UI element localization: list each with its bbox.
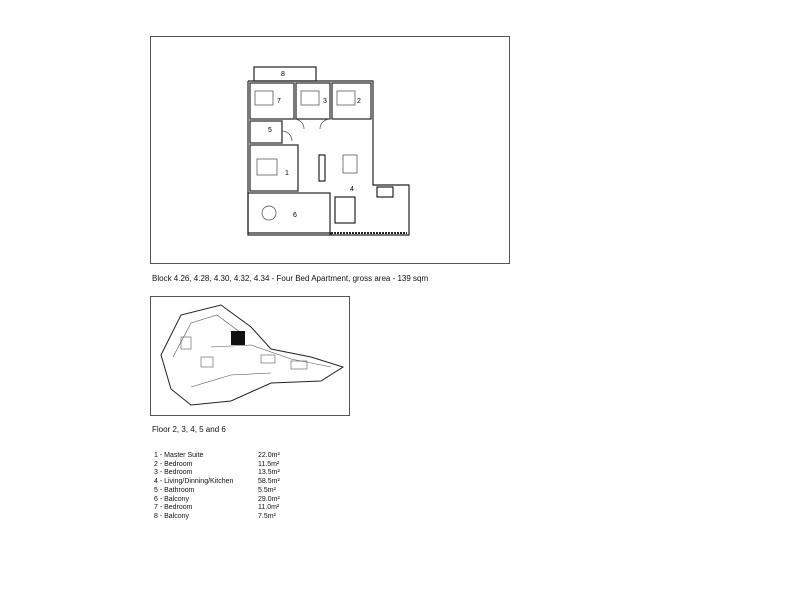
- building-wing: [173, 315, 241, 357]
- room-area: 5.5m²: [258, 486, 276, 494]
- bed-icon: [301, 91, 319, 105]
- balcony-table-icon: [262, 206, 276, 220]
- room-number-4: 4: [350, 186, 354, 193]
- area-schedule: [154, 452, 334, 522]
- schedule-row: [154, 461, 334, 470]
- room-area: 22.0m²: [258, 452, 280, 459]
- room-number-6: 6: [293, 212, 297, 219]
- building-block: [261, 355, 275, 363]
- kitchen-counter: [335, 197, 355, 223]
- room-area: 11.5m²: [258, 460, 280, 468]
- room-area: 11.0m²: [258, 504, 280, 512]
- room-area: 7.5m²: [258, 512, 276, 520]
- bed-icon: [257, 159, 277, 175]
- room-area: 29.0m²: [258, 495, 280, 503]
- schedule-row: [154, 513, 334, 522]
- schedule-row: [154, 452, 334, 461]
- room-label: 2 - Bedroom: [154, 460, 193, 468]
- site-plan-caption: Floor 2, 3, 4, 5 and 6: [152, 425, 226, 434]
- room-area: 58.5m²: [258, 478, 280, 486]
- schedule-row: [154, 469, 334, 478]
- room-number-8: 8: [281, 71, 285, 78]
- room-number-3: 3: [323, 98, 327, 105]
- schedule-row: [154, 478, 334, 487]
- balcony-6-outline: [248, 193, 330, 235]
- balcony-8-outline: [254, 67, 316, 81]
- dining-table-icon: [343, 155, 357, 173]
- door-swing-icon: [294, 119, 304, 129]
- door-swing-icon: [320, 119, 330, 129]
- highlighted-apartment: [231, 331, 245, 345]
- room-area: 13.5m²: [258, 469, 280, 477]
- site-plan-frame: [150, 296, 350, 416]
- floor-plan-caption: Block 4.26, 4.28, 4.30, 4.32, 4.34 - Four Bed Apartment, gross area - 139 sqm: [152, 274, 429, 283]
- room-number-1: 1: [285, 170, 289, 177]
- building-block: [291, 361, 307, 369]
- floor-plan-frame: [150, 36, 510, 264]
- schedule-row: [154, 496, 334, 505]
- bed-icon: [337, 91, 355, 105]
- bathroom-outline: [250, 121, 282, 143]
- bedroom-2-outline: [332, 83, 371, 119]
- door-swing-icon: [282, 131, 292, 141]
- building-block: [201, 357, 213, 367]
- room-label: 7 - Bedroom: [154, 504, 193, 512]
- floor-plan-drawing: [151, 37, 509, 263]
- schedule-row: [154, 504, 334, 513]
- room-label: 5 - Bathroom: [154, 486, 195, 494]
- room-number-2: 2: [357, 98, 361, 105]
- room-label: 4 - Living/Dinning/Kitchen: [154, 478, 234, 486]
- site-plan-drawing: [151, 297, 349, 415]
- site-outline: [161, 305, 343, 405]
- room-number-5: 5: [268, 127, 272, 134]
- apartment-outline: [248, 81, 409, 235]
- room-label: 6 - Balcony: [154, 495, 190, 503]
- room-number-7: 7: [277, 98, 281, 105]
- bedroom-7-outline: [250, 83, 294, 119]
- building-wing: [191, 373, 271, 387]
- sofa: [377, 187, 393, 197]
- schedule-row: [154, 487, 334, 496]
- kitchen-island: [319, 155, 325, 181]
- room-label: 1 - Master Suite: [154, 452, 204, 459]
- room-label: 3 - Bedroom: [154, 469, 193, 477]
- bed-icon: [255, 91, 273, 105]
- room-label: 8 - Balcony: [154, 512, 190, 520]
